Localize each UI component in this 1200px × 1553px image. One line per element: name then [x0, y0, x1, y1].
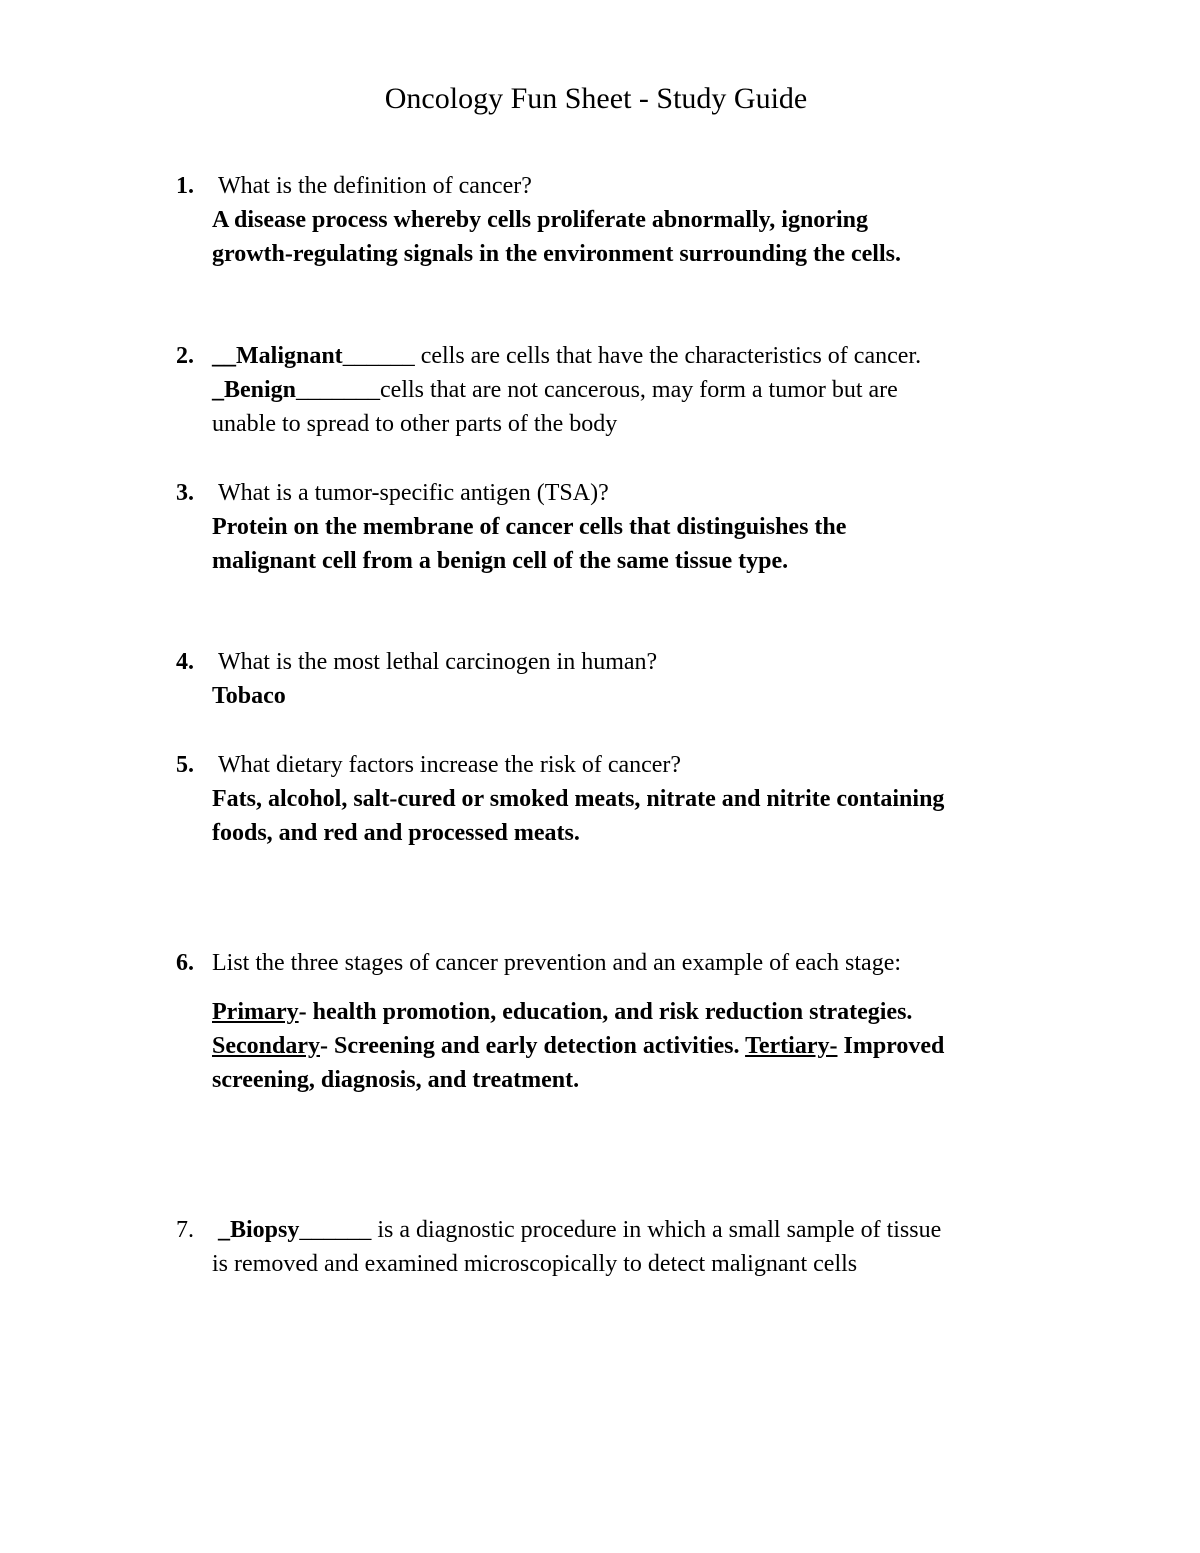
answer-5-line-2: foods, and red and processed meats.: [212, 820, 580, 846]
item-number-7: 7.: [176, 1217, 194, 1243]
answer-6-line-3: screening, diagnosis, and treatment.: [212, 1067, 580, 1093]
tertiary-text: Improved: [837, 1033, 945, 1059]
statement-2-line-1: [212, 340, 921, 372]
statement-2-line-2: [212, 374, 898, 406]
page-title: Oncology Fun Sheet - Study Guide: [384, 82, 808, 115]
blank-fill: ______: [342, 343, 415, 369]
blank-fill: _______: [296, 377, 381, 403]
question-5: What dietary factors increase the risk of cancer?: [218, 752, 682, 778]
answer-3-line-2: malignant cell from a benign cell of the same tissue type.: [212, 548, 789, 574]
question-3: What is a tumor-specific antigen (TSA)?: [218, 480, 609, 506]
item-number-4: 4.: [176, 649, 194, 675]
answer-1-line-1: A disease process whereby cells proliferate abnormally, ignoring: [212, 207, 868, 233]
statement-7-line-2: is removed and examined microscopically to detect malignant cells: [212, 1251, 858, 1277]
secondary-text: - Screening and early detection activities.: [320, 1033, 746, 1059]
tertiary-label: Tertiary-: [745, 1033, 838, 1059]
blank-answer-malignant: __Malignant: [212, 343, 343, 369]
item-number-6: 6.: [176, 950, 194, 976]
answer-6-line-1: [212, 996, 912, 1028]
statement-7-text-1: is a diagnostic procedure in which a small sample of tissue: [371, 1217, 942, 1243]
answer-3-line-1: Protein on the membrane of cancer cells that distinguishes the: [212, 514, 847, 540]
blank-answer-benign: _Benign: [212, 377, 297, 403]
question-4: What is the most lethal carcinogen in human?: [218, 649, 658, 675]
item-number-3: 3.: [176, 480, 194, 506]
answer-6-line-2: [212, 1030, 944, 1062]
item-number-5: 5.: [176, 752, 194, 778]
item-number-2: 2.: [176, 343, 194, 369]
blank-fill: ______: [299, 1217, 372, 1243]
answer-4-line-1: Tobaco: [212, 683, 286, 709]
question-6: List the three stages of cancer prevention and an example of each stage:: [212, 950, 902, 976]
primary-text: - health promotion, education, and risk reduction strategies.: [298, 999, 913, 1025]
statement-2-text-1: cells are cells that have the characteristics of cancer.: [414, 343, 922, 369]
statement-2-line-3: unable to spread to other parts of the body: [212, 411, 618, 437]
statement-2-text-2: cells that are not cancerous, may form a tumor but are: [380, 377, 898, 403]
primary-label: Primary: [212, 999, 299, 1025]
secondary-label: Secondary: [212, 1033, 320, 1059]
statement-7-line-1: [218, 1214, 941, 1246]
item-number-1: 1.: [176, 173, 194, 199]
blank-answer-biopsy: _Biopsy: [218, 1217, 300, 1243]
question-1: What is the definition of cancer?: [218, 173, 532, 199]
answer-5-line-1: Fats, alcohol, salt-cured or smoked meats, nitrate and nitrite containing: [212, 786, 945, 812]
answer-1-line-2: growth-regulating signals in the environment surrounding the cells.: [212, 241, 901, 267]
